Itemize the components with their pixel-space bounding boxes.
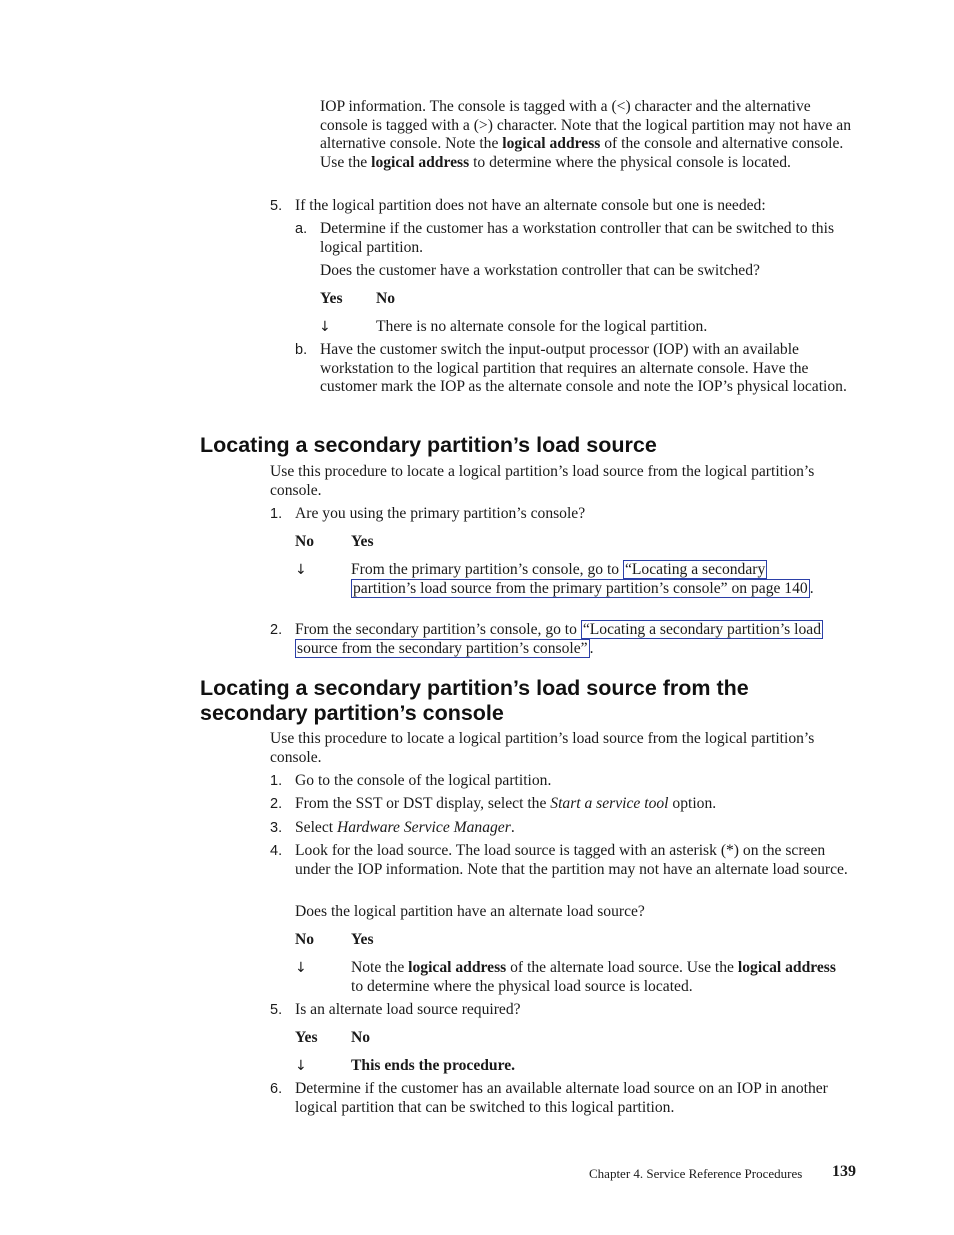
step-number: 1.: [270, 506, 283, 522]
step-text: If the logical partition does not have an alternate console but one is needed:: [295, 197, 766, 214]
procedure-end-text: This ends the procedure.: [351, 1057, 516, 1074]
yes-label: Yes: [320, 290, 343, 307]
step-text: Determine if the customer has an available alternate load source on an IOP in another logical partition that can be switched to this logical partition.: [295, 1080, 828, 1116]
down-arrow-icon: ↓: [319, 319, 331, 335]
step-text: Is an alternate load source required?: [295, 1001, 521, 1018]
answer-text: [351, 959, 846, 996]
yes-label: Yes: [351, 931, 374, 948]
intro-paragraph: Use this procedure to locate a logical partition’s load source from the logical partition’s console.: [270, 463, 815, 499]
cross-reference-link[interactable]: “Locating a secondary partition’s load source from the primary partition’s console” on page 140: [353, 561, 808, 597]
text: .: [589, 639, 594, 657]
section-heading: [200, 676, 900, 725]
question-text: Does the logical partition have an alternate load source?: [295, 903, 645, 920]
text: option.: [668, 795, 717, 812]
bold-term: logical address: [408, 959, 507, 976]
text: Select: [295, 819, 337, 836]
step-number: 2.: [270, 622, 283, 638]
down-arrow-icon: ↓: [295, 562, 307, 578]
step-text: Look for the load source. The load source is tagged with an asterisk (*) on the screen under the IOP information. Note that the partition may not have an alternate load source.: [295, 842, 848, 878]
question-text: Does the customer have a workstation controller that can be switched?: [320, 262, 760, 279]
substep-text: Determine if the customer has a workstation controller that can be switched to this logical partition.: [320, 220, 835, 256]
step-number: 6.: [270, 1081, 283, 1097]
step-number: 5.: [270, 198, 283, 214]
text: IOP information. The console is tagged with a (<) character and the alternative console is tagged with a (>) character. Note that the logical partition may not have an alternative console. Note the: [320, 98, 852, 153]
no-label: No: [351, 1029, 371, 1046]
text: From the primary partition’s console, go to: [351, 561, 623, 578]
step-number: 3.: [270, 820, 283, 836]
substep-letter: a.: [295, 221, 308, 237]
substep-text: Have the customer switch the input-output processor (IOP) with an available workstation to the logical partition that requires an alternate console. Have the customer mark the IOP as the alternate console and note the IOP’s physical location.: [320, 341, 847, 396]
no-label: No: [295, 931, 315, 948]
step-text: Go to the console of the logical partition.: [295, 772, 552, 789]
bold-term: logical address: [371, 153, 470, 171]
heading-line: Locating a secondary partition’s load source from the: [200, 676, 749, 700]
heading-line: secondary partition’s console: [200, 700, 504, 725]
text: .: [809, 579, 814, 597]
text: of the console and alternative console. Use the: [320, 135, 844, 171]
text: From the SST or DST display, select the: [295, 795, 551, 812]
text: of the alternate load source. Use the: [506, 959, 738, 976]
text: .: [510, 819, 515, 836]
answer-text: There is no alternate console for the logical partition.: [376, 318, 708, 335]
down-arrow-icon: ↓: [295, 960, 307, 976]
section-heading: Locating a secondary partition’s load source: [200, 433, 657, 457]
cross-reference-link[interactable]: “Locating a secondary partition’s load source from the secondary partition’s console”: [297, 621, 821, 657]
page-number: 139: [832, 1163, 856, 1180]
footer-chapter: Chapter 4. Service Reference Procedures: [589, 1166, 803, 1181]
step-text: [295, 795, 855, 814]
down-arrow-icon: ↓: [295, 1058, 307, 1074]
no-label: No: [295, 533, 315, 550]
menu-option-name: Hardware Service Manager: [337, 819, 511, 836]
no-label: No: [376, 290, 396, 307]
text: Note the: [351, 959, 409, 976]
step-text: [295, 621, 857, 658]
bold-term: logical address: [502, 135, 601, 153]
step-number: 1.: [270, 773, 283, 789]
substep-letter: b.: [295, 342, 308, 358]
yes-label: Yes: [295, 1029, 318, 1046]
text: From the secondary partition’s console, go to: [295, 621, 581, 638]
step-number: 4.: [270, 843, 283, 859]
step-number: 5.: [270, 1002, 283, 1018]
answer-text: [351, 561, 826, 598]
iop-info-paragraph: [320, 98, 860, 172]
intro-paragraph: Use this procedure to locate a logical partition’s load source from the logical partition’s console.: [270, 730, 815, 766]
step-number: 2.: [270, 796, 283, 812]
bold-term: logical address: [737, 959, 836, 976]
step-text: Are you using the primary partition’s console?: [295, 505, 586, 522]
yes-label: Yes: [351, 533, 374, 550]
text: to determine where the physical console is located.: [469, 153, 791, 171]
text: to determine where the physical load source is located.: [351, 977, 693, 995]
step-text: [295, 819, 855, 838]
menu-option-name: Start a service tool: [550, 795, 669, 812]
